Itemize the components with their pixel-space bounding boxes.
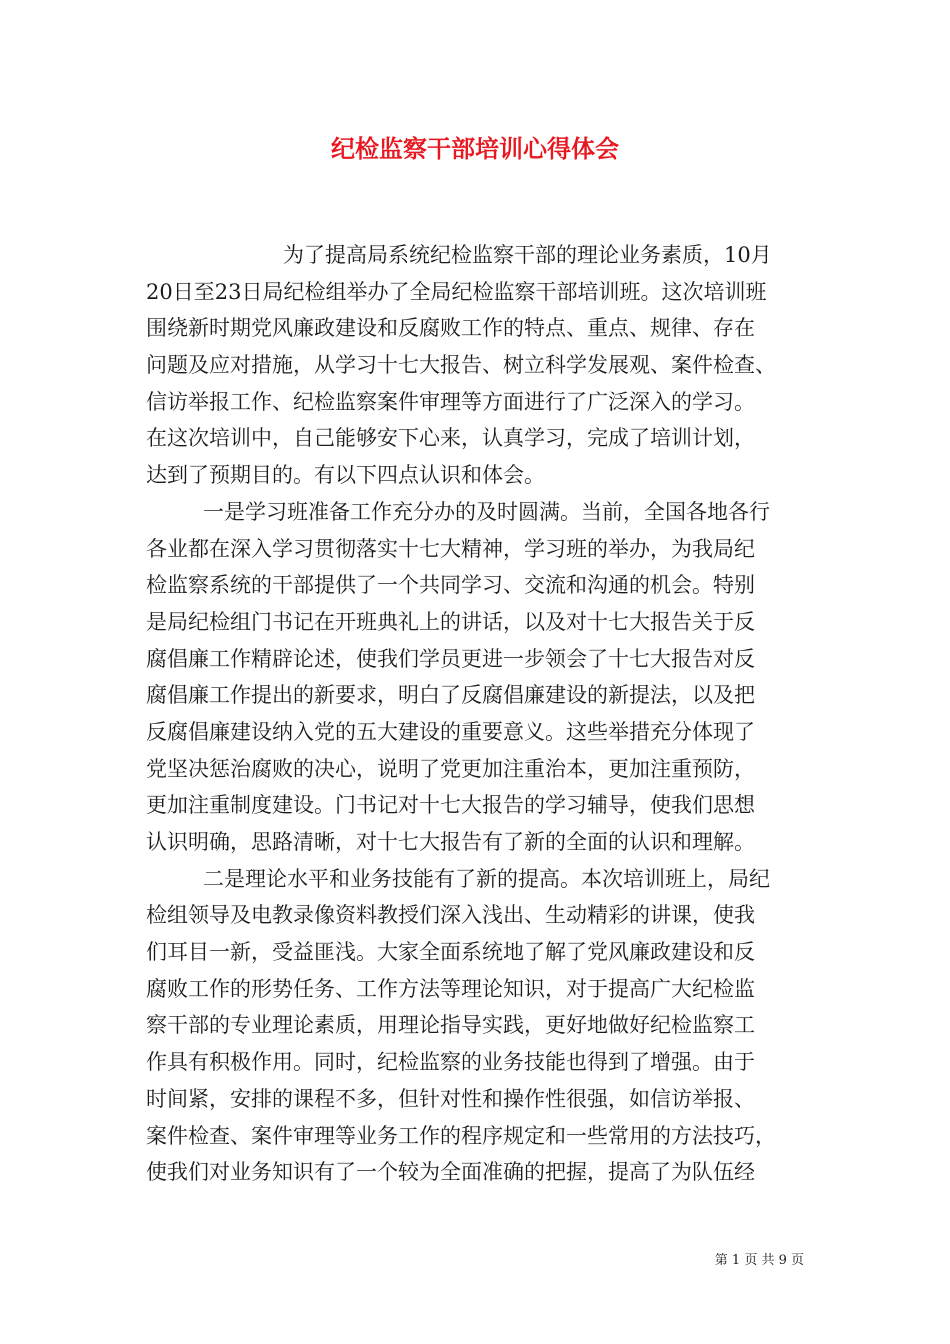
paragraph-1-line-4: 问题及应对措施，从学习十七大报告、树立科学发展观、案件检查、 xyxy=(146,353,776,378)
paragraph-2-line-3: 检监察系统的干部提供了一个共同学习、交流和沟通的机会。特别 xyxy=(146,573,755,598)
paragraph-3-line-2: 检组领导及电教录像资料教授们深入浅出、生动精彩的讲课，使我 xyxy=(146,903,755,928)
paragraph-3-line-1: 二是理论水平和业务技能有了新的提高。本次培训班上，局纪 xyxy=(203,866,770,891)
paragraph-2-line-5: 腐倡廉工作精辟论述，使我们学员更进一步领会了十七大报告对反 xyxy=(146,646,755,671)
paragraph-3-line-3: 们耳目一新，受益匪浅。大家全面系统地了解了党风廉政建设和反 xyxy=(146,940,755,965)
paragraph-3-line-8: 案件检查、案件审理等业务工作的程序规定和一些常用的方法技巧， xyxy=(146,1123,776,1148)
paragraph-1-line-5: 信访举报工作、纪检监察案件审理等方面进行了广泛深入的学习。 xyxy=(146,389,755,414)
paragraph-3-line-7: 时间紧，安排的课程不多，但针对性和操作性很强，如信访举报、 xyxy=(146,1086,755,1111)
paragraph-1-line-2: 20日至23日局纪检组举办了全局纪检监察干部培训班。这次培训班 xyxy=(146,279,767,304)
paragraph-2-line-9: 更加注重制度建设。门书记对十七大报告的学习辅导，使我们思想 xyxy=(146,793,755,818)
paragraph-2-line-7: 反腐倡廉建设纳入党的五大建设的重要意义。这些举措充分体现了 xyxy=(146,719,755,744)
paragraph-2-line-1: 一是学习班准备工作充分办的及时圆满。当前，全国各地各行 xyxy=(203,499,770,524)
document-title: 纪检监察干部培训心得体会 xyxy=(331,134,619,163)
paragraph-2-line-2: 各业都在深入学习贯彻落实十七大精神，学习班的举办，为我局纪 xyxy=(146,536,755,561)
paragraph-1-line-7: 达到了预期目的。有以下四点认识和体会。 xyxy=(146,463,545,488)
document-body xyxy=(146,237,824,1191)
paragraph-2-line-8: 党坚决惩治腐败的决心，说明了党更加注重治本，更加注重预防， xyxy=(146,756,755,781)
paragraph-1-line-3: 围绕新时期党风廉政建设和反腐败工作的特点、重点、规律、存在 xyxy=(146,316,755,341)
paragraph-2-line-4: 是局纪检组门书记在开班典礼上的讲话，以及对十七大报告关于反 xyxy=(146,609,755,634)
paragraph-3-line-6: 作具有积极作用。同时，纪检监察的业务技能也得到了增强。由于 xyxy=(146,1050,755,1075)
paragraph-3-line-9: 使我们对业务知识有了一个较为全面准确的把握，提高了为队伍经 xyxy=(146,1160,755,1185)
paragraph-1-line-6: 在这次培训中，自己能够安下心来，认真学习，完成了培训计划， xyxy=(146,426,755,451)
page-footer: 第 1 页 共 9 页 xyxy=(714,1253,804,1268)
paragraph-3-line-5: 察干部的专业理论素质，用理论指导实践，更好地做好纪检监察工 xyxy=(146,1013,755,1038)
paragraph-3-line-4: 腐败工作的形势任务、工作方法等理论知识，对于提高广大纪检监 xyxy=(146,976,755,1001)
paragraph-2-line-10: 认识明确，思路清晰，对十七大报告有了新的全面的认识和理解。 xyxy=(146,830,755,854)
paragraph-1-line-1: 为了提高局系统纪检监察干部的理论业务素质，10月 xyxy=(283,243,772,267)
paragraph-2-line-6: 腐倡廉工作提出的新要求，明白了反腐倡廉建设的新提法，以及把 xyxy=(146,683,755,708)
